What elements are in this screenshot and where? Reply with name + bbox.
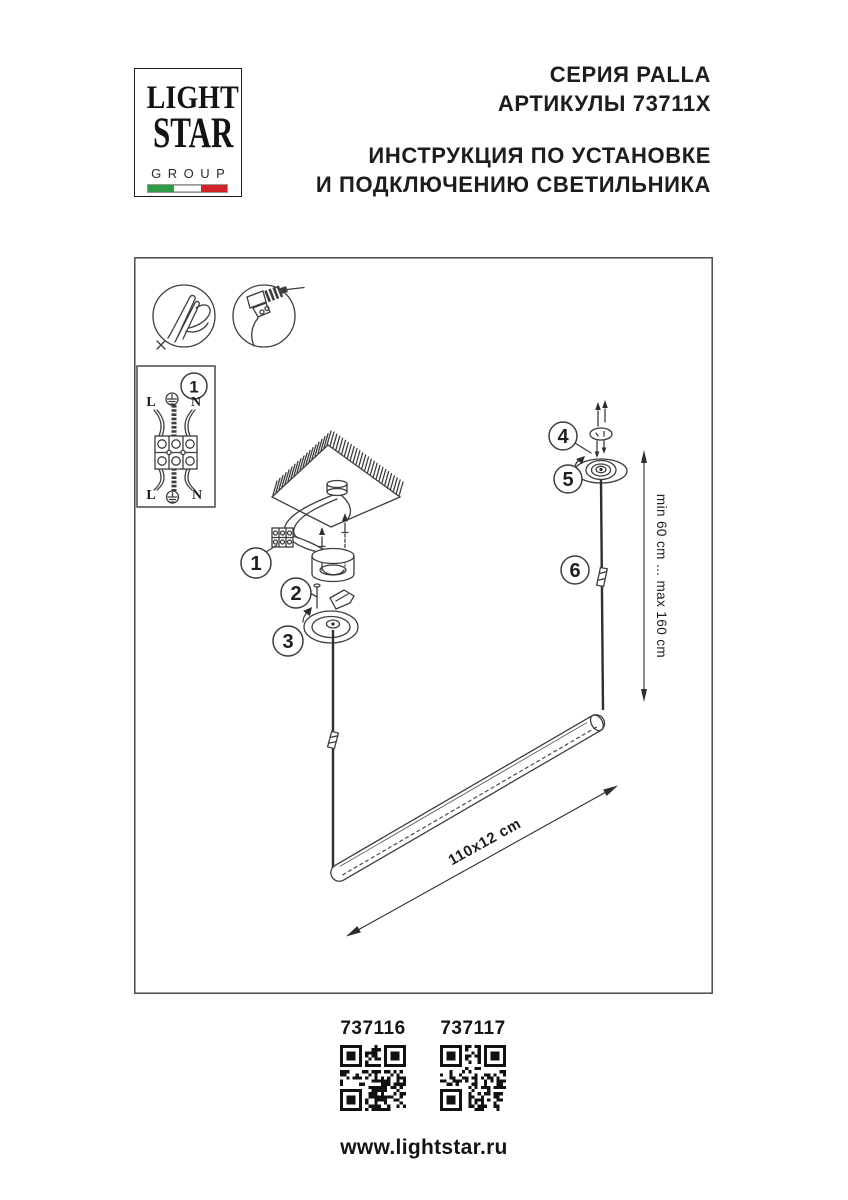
wiring-diagram xyxy=(137,366,215,507)
callout-3 xyxy=(273,626,303,656)
qr-code-737117 xyxy=(440,1045,506,1111)
wire-stripper-icon xyxy=(153,285,215,349)
svg-text:5: 5 xyxy=(562,469,574,491)
label-n-top: N xyxy=(190,395,202,410)
label-l-top: L xyxy=(146,395,156,410)
label-n-bottom: N xyxy=(191,488,203,503)
series-title: СЕРИЯ PALLA xyxy=(549,62,711,87)
dimension-vertical xyxy=(641,450,669,702)
earth-ground-icon-bottom xyxy=(167,491,179,503)
website-url: www.lightstar.ru xyxy=(340,1136,508,1159)
svg-text:1: 1 xyxy=(189,377,199,397)
header-series-block xyxy=(498,60,711,118)
callout-5 xyxy=(554,465,582,493)
wire-terminal xyxy=(272,528,293,547)
right-cable xyxy=(601,480,603,710)
svg-text:1: 1 xyxy=(250,553,262,575)
left-cable xyxy=(328,630,339,869)
instruction-line1: ИНСТРУКЦИЯ ПО УСТАНОВКЕ xyxy=(368,143,711,168)
article-code-1: 737116 xyxy=(340,1018,406,1039)
ceiling xyxy=(272,431,403,527)
svg-text:4: 4 xyxy=(557,426,569,448)
callout-2 xyxy=(281,578,317,608)
qr-code-737116 xyxy=(340,1045,406,1111)
flag-white xyxy=(174,185,200,192)
flag-red xyxy=(201,185,227,192)
cable-adjuster xyxy=(597,567,608,586)
earth-ground-icon-top xyxy=(166,393,178,405)
svg-text:6: 6 xyxy=(569,560,581,582)
label-l-bottom: L xyxy=(146,488,156,503)
mounting-ring xyxy=(312,513,354,609)
dimension-lamp-label: 110x12 cm xyxy=(445,815,525,870)
canopy-right xyxy=(575,456,627,483)
instruction-line2: И ПОДКЛЮЧЕНИЮ СВЕТИЛЬНИКА xyxy=(315,172,711,197)
callout-4 xyxy=(549,422,591,453)
article-code-2: 737117 xyxy=(440,1018,506,1039)
terminal-block xyxy=(155,436,197,469)
flag-green xyxy=(148,185,174,192)
header-instruction-block xyxy=(316,141,711,199)
logo-text-group: GROUP xyxy=(151,166,232,181)
callout-6 xyxy=(561,556,589,584)
callout-1 xyxy=(241,545,277,578)
logo-text-star: STAR xyxy=(153,109,234,157)
drill-icon xyxy=(233,285,304,347)
dimension-vertical-label: min 60 cm ... max 160 cm xyxy=(654,493,669,659)
installation-diagram xyxy=(134,257,713,994)
svg-text:3: 3 xyxy=(282,631,294,653)
right-suspension xyxy=(575,400,627,710)
articles-title: АРТИКУЛЫ 73711X xyxy=(497,91,711,116)
ceiling-plate xyxy=(590,428,612,440)
italian-flag-bar xyxy=(148,185,227,192)
dimension-lamp xyxy=(344,782,620,939)
svg-text:2: 2 xyxy=(290,583,302,605)
lightstar-logo xyxy=(134,68,242,197)
diagram-frame xyxy=(135,258,712,993)
canopy-left xyxy=(303,607,358,643)
logo-text-light: LIGHT xyxy=(146,78,239,116)
